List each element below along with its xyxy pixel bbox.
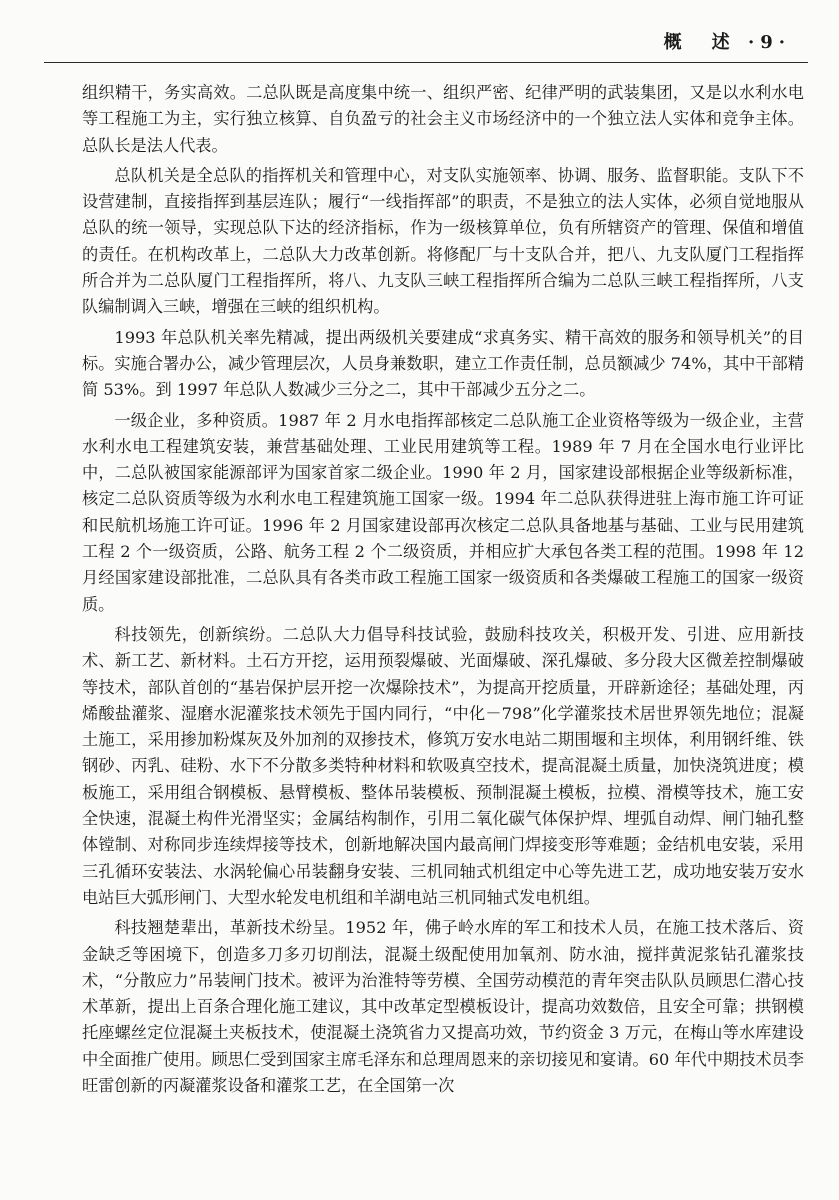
section-title: 概 述 bbox=[663, 32, 736, 53]
body-text bbox=[82, 80, 804, 1099]
paragraph: 一级企业，多种资质。1987 年 2 月水电指挥部核定二总队施工企业资格等级为一级企业，主营水利水电工程建筑安装，兼营基础处理、工业民用建筑等工程。1989 年 7 月在全国水电行业评比中，二总队被国家能源部评为国家首家二级企业。1990 年 2 月，国家建设部根据企业等级新标准，核定二总队资质等级为水利水电工程建筑施工国家一级。1994 年二总队获得进驻上海市施工许可证和民航机场施工许可证。1996 年 2 月国家建设部再次核定二总队具备地基与基础、工业与民用建筑工程 2 个一级资质，公路、航务工程 2 个二级资质，并相应扩大承包各类工程的范围。1998 年 12 月经国家建设部批准，二总队具有各类市政工程施工国家一级资质和各类爆破工程施工的国家一级资质。 bbox=[82, 410, 804, 614]
running-header bbox=[664, 28, 791, 54]
paragraph: 组织精干，务实高效。二总队既是高度集中统一、组织严密、纪律严明的武装集团，又是以水利水电等工程施工为主，实行独立核算、自负盈亏的社会主义市场经济中的一个独立法人实体和竞争主体。总队长是法人代表。 bbox=[82, 83, 804, 155]
page-number: ·9· bbox=[747, 32, 791, 53]
paragraph: 1993 年总队机关率先精减，提出两级机关要建成“求真务实、精干高效的服务和领导机关”的目标。实施合署办公，减少管理层次，人员身兼数职，建立工作责任制，总员额减少 74%，其中干部精简 53%。到 1997 年总队人数减少三分之二，其中干部减少五分之二。 bbox=[82, 327, 804, 400]
header-rule bbox=[44, 62, 808, 63]
paragraph: 科技领先，创新缤纷。二总队大力倡导科技试验，鼓励科技攻关，积极开发、引进、应用新技术、新工艺、新材料。土石方开挖，运用预裂爆破、光面爆破、深孔爆破、多分段大区微差控制爆破等技术，部队首创的“基岩保护层开挖一次爆除技术”，为提高开挖质量，开辟新途径；基础处理，丙烯酸盐灌浆、湿磨水泥灌浆技术领先于国内同行，“中化－798”化学灌浆技术居世界领先地位；混凝土施工，采用掺加粉煤灰及外加剂的双掺技术，修筑万安水电站二期围堰和主坝体，利用钢纤维、铁钢砂、丙乳、硅粉、水下不分散多类特种材料和软吸真空技术，提高混凝土质量，加快浇筑进度；模板施工，采用组合钢模板、悬臂模板、整体吊装模板、预制混凝土模板，拉模、滑模等技术，施工安全快速，混凝土构件光滑坚实；金属结构制作，引用二氧化碳气体保护焊、埋弧自动焊、闸门轴孔整体镗制、对称同步连续焊接等技术，创新地解决国内最高闸门焊接变形等难题；金结机电安装，采用三孔循环安装法、水涡轮偏心吊装翻身安装、三机同轴式机组定中心等先进工艺，成功地安装万安水电站巨大弧形闸门、大型水轮发电机组和羊湖电站三机同轴式发电机组。 bbox=[82, 624, 804, 907]
paragraph: 总队机关是全总队的指挥机关和管理中心，对支队实施领率、协调、服务、监督职能。支队下不设营建制，直接指挥到基层连队；履行“一线指挥部”的职责，不是独立的法人实体，必须自觉地服从总队的统一领导，实现总队下达的经济指标，作为一级核算单位，负有所辖资产的管理、保值和增值的责任。在机构改革上，二总队大力改革创新。将修配厂与十支队合并，把八、九支队厦门工程指挥所合并为二总队厦门工程指挥所，将八、九支队三峡工程指挥所合编为二总队三峡工程指挥所，八支队编制调入三峡，增强在三峡的组织机构。 bbox=[82, 165, 804, 317]
paragraph: 科技翘楚辈出，革新技术纷呈。1952 年，佛子岭水库的军工和技术人员，在施工技术落后、资金缺乏等困境下，创造多刀多刃切削法，混凝土级配使用加氧剂、防水油，搅拌黄泥浆钻孔灌浆技术，“分散应力”吊装闸门技术。被评为治淮特等劳模、全国劳动模范的青年突击队队员顾思仁潜心技术革新，提出上百条合理化施工建议，其中改革定型模板设计，提高功效数倍，且安全可靠；拱钢模托座螺丝定位混凝土夹板技术，使混凝土浇筑省力又提高功效，节约资金 3 万元，在梅山等水库建设中全面推广使用。顾思仁受到国家主席毛泽东和总理周恩来的亲切接见和宴请。60 年代中期技术员李旺雷创新的丙凝灌浆设备和灌浆工艺，在全国第一次 bbox=[82, 918, 804, 1095]
